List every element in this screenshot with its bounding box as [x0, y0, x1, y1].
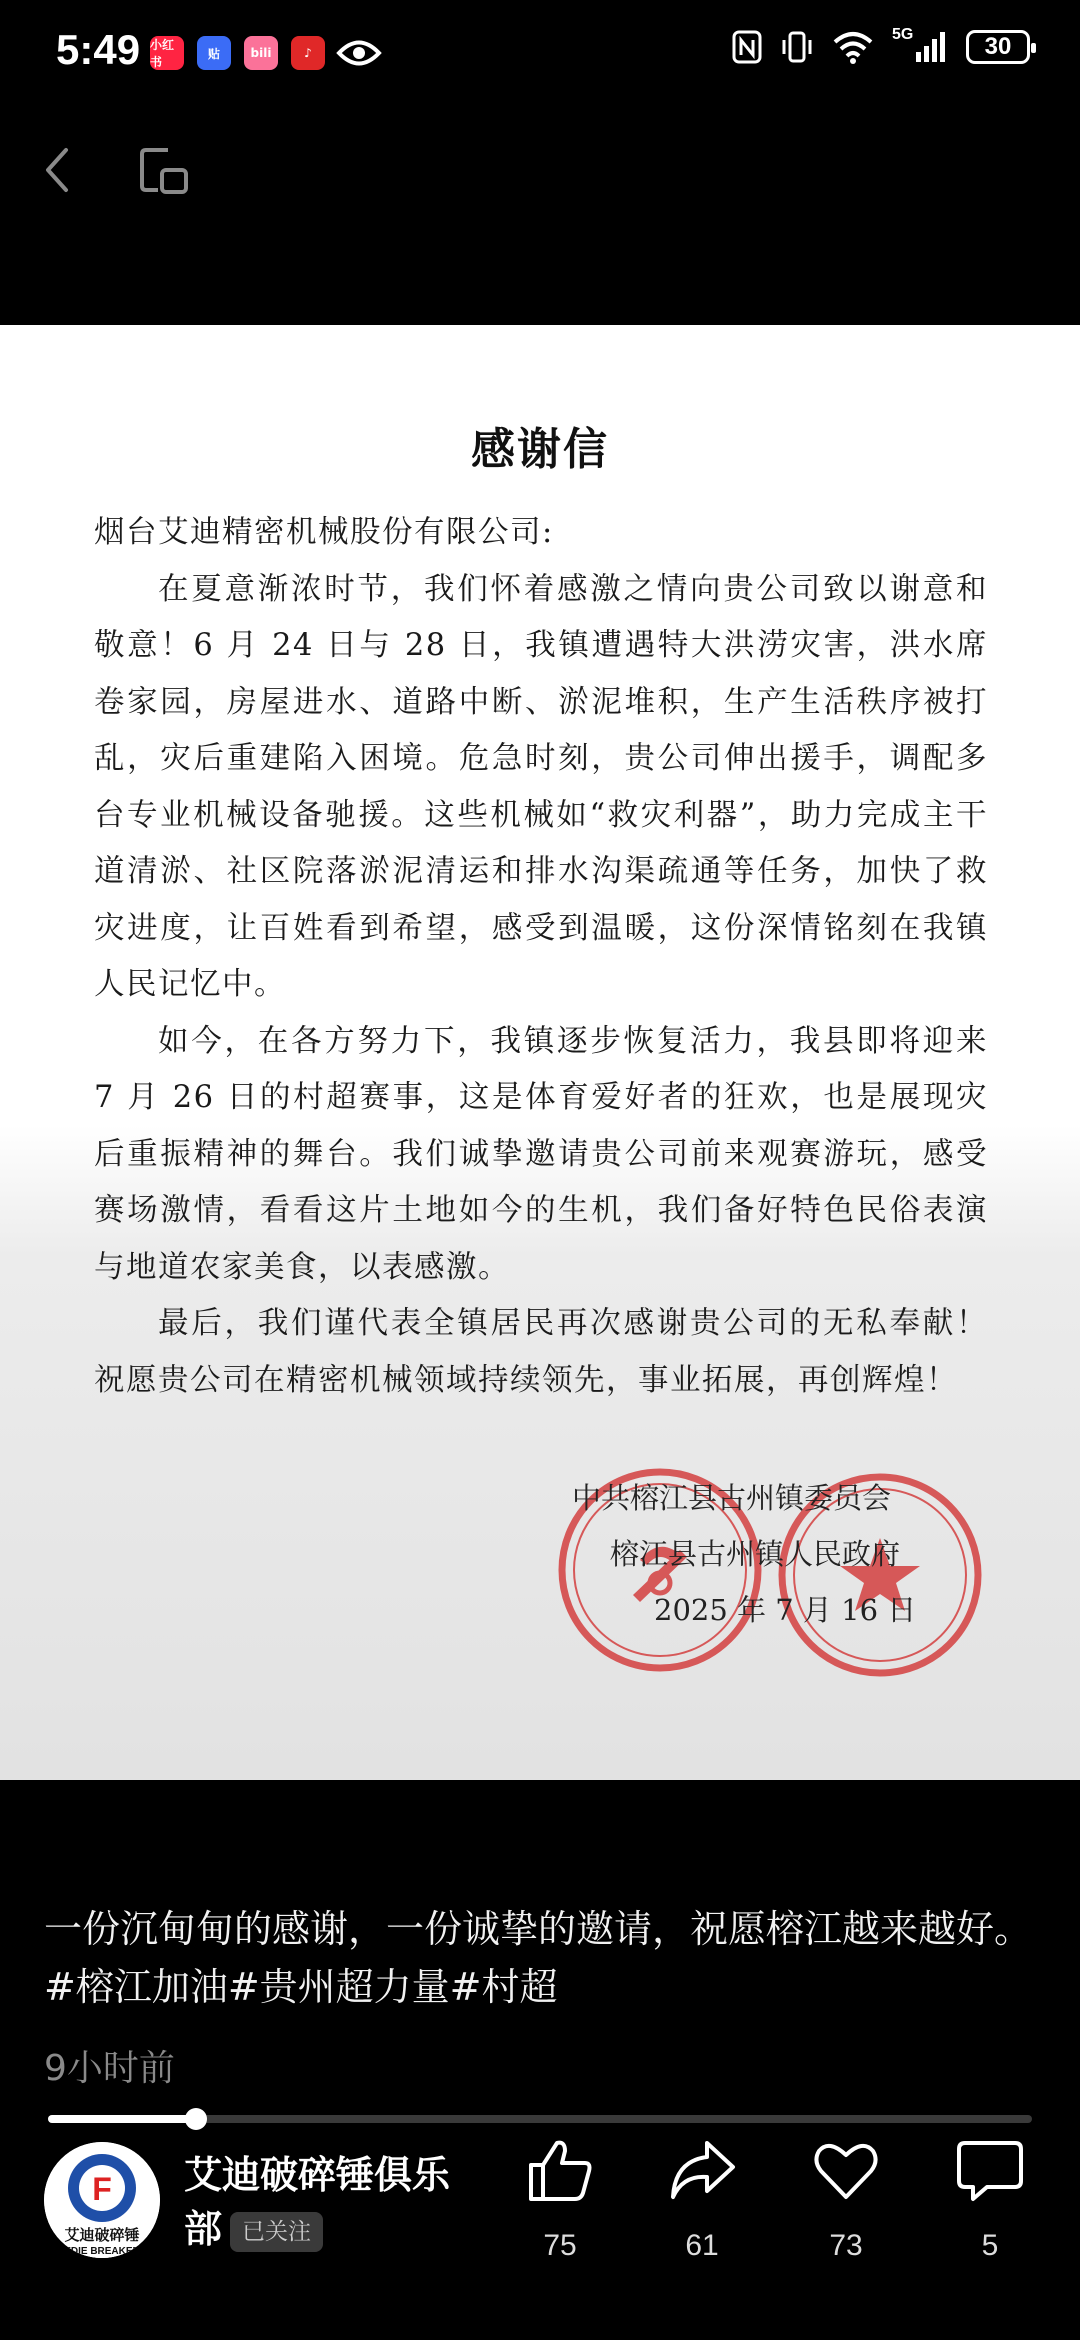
bilibili-app-icon: bili — [244, 36, 278, 70]
floating-window-button[interactable] — [138, 146, 190, 198]
music-app-icon: ♪ — [291, 36, 325, 70]
signatory-line: 中共榕江县古州镇委员会 — [572, 1481, 892, 1515]
favorite-button[interactable] — [796, 2135, 896, 2263]
comment-button[interactable] — [940, 2135, 1040, 2263]
post-image[interactable] — [0, 325, 1080, 1780]
letter-body — [94, 505, 988, 1409]
comment-icon — [955, 2135, 1025, 2205]
favorite-count: 73 — [829, 2229, 863, 2262]
letter-date: 2025 年 7 月 16 日 — [654, 1593, 917, 1627]
eye-icon — [336, 36, 382, 70]
like-button[interactable] — [510, 2135, 610, 2263]
xiaohongshu-app-icon: 小红书 — [150, 36, 184, 70]
chevron-left-icon — [38, 140, 78, 200]
comment-count: 5 — [981, 2229, 999, 2262]
vibrate-icon — [780, 30, 814, 64]
video-progress-bar[interactable] — [48, 2115, 1032, 2123]
letter-paragraph: 在夏意渐浓时节，我们怀着感激之情向贵公司致以谢意和敬意！6 月 24 日与 28 日，我镇遭遇特大洪涝灾害，洪水席卷家园，房屋进水、道路中断、淤泥堆积，生产生活秩序被打乱，灾后重建陷入困境。危急时刻，贵公司伸出援手，调配多台专业机械设备驰援。这些机械如“救灾利器”，助力完成主干道清淤、社区院落淤泥清运和排水沟渠疏通等任务，加快了救灾进度，让百姓看到希望，感受到温暖，这份深情铭刻在我镇人民记忆中。 — [94, 571, 988, 1002]
signature-block — [510, 1470, 1010, 1638]
window-icon — [138, 146, 190, 198]
tieba-app-icon: 贴 — [197, 36, 231, 70]
signatory-line: 榕江县古州镇人民政府 — [610, 1537, 901, 1571]
battery-indicator: 30 — [966, 30, 1030, 64]
follow-status-badge[interactable]: 已关注 — [230, 2212, 323, 2252]
author-info[interactable] — [184, 2148, 484, 2256]
avatar-letter: F — [92, 2171, 112, 2207]
letter-title: 感谢信 — [471, 424, 609, 475]
author-avatar[interactable] — [44, 2142, 160, 2258]
wifi-icon — [832, 30, 874, 64]
signal-bars-icon — [892, 30, 948, 64]
heart-icon — [811, 2135, 881, 2205]
letter-paragraph: 最后，我们谨代表全镇居民再次感谢贵公司的无私奉献！祝愿贵公司在精密机械领域持续领先，事业拓展，再创辉煌！ — [94, 1306, 988, 1398]
status-indicators — [732, 26, 1030, 64]
back-button[interactable] — [38, 140, 78, 200]
share-count: 61 — [685, 2229, 719, 2262]
post-time: 9小时前 — [44, 2048, 175, 2089]
avatar-logo — [44, 2142, 160, 2258]
letter-salutation: 烟台艾迪精密机械股份有限公司: — [94, 515, 554, 550]
like-count: 75 — [543, 2229, 577, 2262]
share-button[interactable] — [652, 2135, 752, 2263]
network-type: 5G — [892, 26, 914, 43]
author-name[interactable]: 艾迪破碎锤俱乐部 — [184, 2153, 451, 2251]
post-caption[interactable]: 一份沉甸甸的感谢，一份诚挚的邀请，祝愿榕江越来越好。#榕江加油#贵州超力量#村超 — [44, 1907, 1033, 2009]
nfc-icon — [732, 30, 762, 64]
status-time: 5:49 — [56, 26, 141, 73]
thumbs-up-icon — [525, 2135, 595, 2205]
avatar-subtext: EDIE BREAKER — [64, 2246, 140, 2257]
progress-fill — [48, 2115, 196, 2123]
signal-indicator — [892, 26, 948, 64]
progress-handle[interactable] — [185, 2108, 207, 2130]
share-icon — [667, 2135, 737, 2205]
top-nav — [0, 140, 1080, 200]
status-bar — [0, 0, 1080, 110]
avatar-text: 艾迪破碎锤 — [64, 2226, 140, 2244]
letter-paragraph: 如今，在各方努力下，我镇逐步恢复活力，我县即将迎来 7 月 26 日的村超赛事，这是体育爱好者的狂欢，也是展现灾后重振精神的舞台。我们诚挚邀请贵公司前来观赛游玩，感受赛场激情，看看这片土地如今的生机，我们备好特色民俗表演与地道农家美食，以表感激。 — [94, 1023, 988, 1285]
